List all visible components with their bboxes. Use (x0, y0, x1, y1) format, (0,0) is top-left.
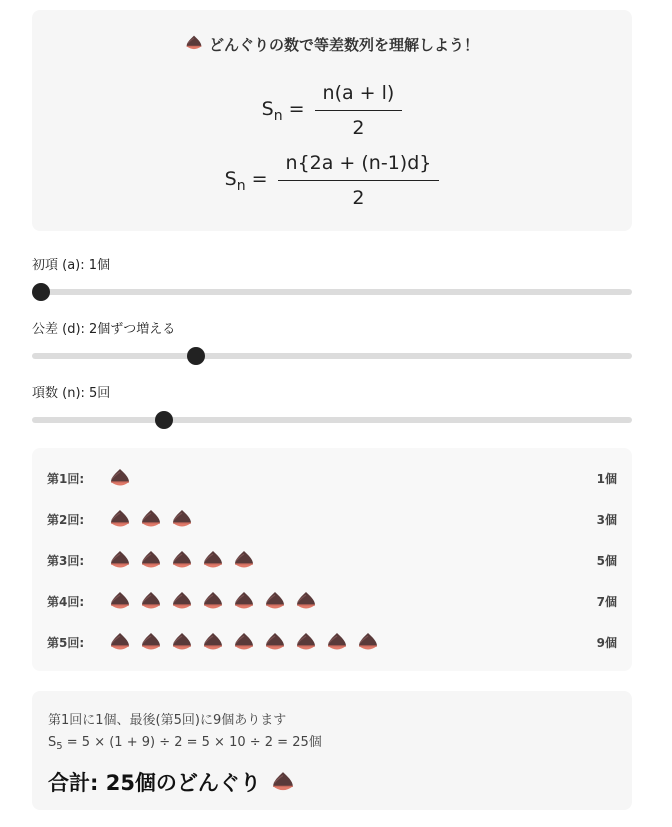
formula-lhs (262, 98, 305, 124)
term-row-count: 7個 (596, 594, 617, 609)
terms-slider[interactable] (32, 417, 632, 423)
chestnut-icon (140, 508, 162, 530)
term-row-acorns (109, 631, 379, 653)
chestnut-icon (264, 590, 286, 612)
chestnut-icon (357, 631, 379, 653)
terms-slider-thumb[interactable] (155, 411, 173, 429)
term-row (32, 466, 632, 490)
chestnut-icon (109, 508, 131, 530)
chestnut-icon (171, 508, 193, 530)
term-row-count: 3個 (596, 512, 617, 527)
chestnut-icon (264, 631, 286, 653)
term-row (32, 507, 632, 531)
chestnut-icon (295, 590, 317, 612)
chestnut-icon (171, 590, 193, 612)
calc-expression: = 5 × (1 + 9) ÷ 2 = 5 × 10 ÷ 2 = 25個 (62, 735, 322, 750)
formula-subscript: n (273, 107, 283, 124)
summary-description: 第1回に1個、最後(第5回)に9個あります (48, 713, 287, 728)
chestnut-icon (140, 631, 162, 653)
summary-calculation (48, 731, 322, 752)
chestnut-icon (202, 549, 224, 571)
acorn-rows-card (32, 448, 632, 671)
term-row-label: 第5回: (47, 635, 85, 650)
term-row-label: 第3回: (47, 553, 85, 568)
term-row-acorns (109, 590, 317, 612)
chestnut-icon (271, 770, 295, 794)
chestnut-icon (295, 631, 317, 653)
chestnut-icon (140, 590, 162, 612)
first-term-label: 初項 (a): 1個 (32, 258, 111, 273)
formula-s: S (224, 167, 237, 190)
formula-equals: = (288, 97, 305, 120)
calc-subscript: 5 (56, 741, 63, 752)
chestnut-icon (233, 631, 255, 653)
term-row-acorns (109, 508, 193, 530)
term-row-label: 第2回: (47, 512, 85, 527)
sum-formula-2 (32, 152, 632, 209)
chestnut-icon (109, 590, 131, 612)
chestnut-icon (109, 631, 131, 653)
terms-label: 項数 (n): 5回 (32, 386, 111, 401)
difference-slider-thumb[interactable] (187, 347, 205, 365)
sum-formula-1 (32, 82, 632, 139)
chestnut-icon (171, 631, 193, 653)
formula-fraction (315, 82, 403, 139)
term-row (32, 548, 632, 572)
page-title (32, 34, 632, 55)
formula-subscript: n (236, 177, 246, 194)
term-row (32, 630, 632, 654)
formula-denominator: 2 (352, 187, 365, 209)
chestnut-icon (109, 549, 131, 571)
summary-total-text: 合計: 25個のどんぐり (48, 771, 261, 795)
term-row-count: 9個 (596, 635, 617, 650)
formula-numerator: n{2a + (n-1)d} (278, 152, 440, 181)
chestnut-icon (140, 549, 162, 571)
difference-label: 公差 (d): 2個ずつ増える (32, 322, 176, 337)
term-row-label: 第4回: (47, 594, 85, 609)
chestnut-icon (202, 590, 224, 612)
chestnut-icon (171, 549, 193, 571)
term-row (32, 589, 632, 613)
chestnut-icon (326, 631, 348, 653)
chestnut-icon (109, 467, 131, 489)
chestnut-icon (233, 590, 255, 612)
first-term-slider[interactable] (32, 289, 632, 295)
formula-equals: = (251, 167, 268, 190)
formula-card (32, 10, 632, 231)
formula-numerator: n(a + l) (315, 82, 403, 111)
chestnut-icon (185, 34, 203, 52)
term-row-count: 5個 (596, 553, 617, 568)
summary-card (32, 691, 632, 810)
term-row-acorns (109, 467, 131, 489)
chestnut-icon (233, 549, 255, 571)
difference-slider[interactable] (32, 353, 632, 359)
formula-fraction (278, 152, 440, 209)
formula-lhs (225, 168, 268, 194)
formula-denominator: 2 (352, 117, 365, 139)
term-row-count: 1個 (596, 471, 617, 486)
summary-total (48, 767, 295, 797)
term-row-acorns (109, 549, 255, 571)
chestnut-icon (202, 631, 224, 653)
first-term-slider-thumb[interactable] (32, 283, 50, 301)
calc-s: S (48, 735, 57, 750)
page-title-text: どんぐりの数で等差数列を理解しよう！ (208, 36, 479, 54)
term-row-label: 第1回: (47, 471, 85, 486)
formula-s: S (261, 97, 274, 120)
